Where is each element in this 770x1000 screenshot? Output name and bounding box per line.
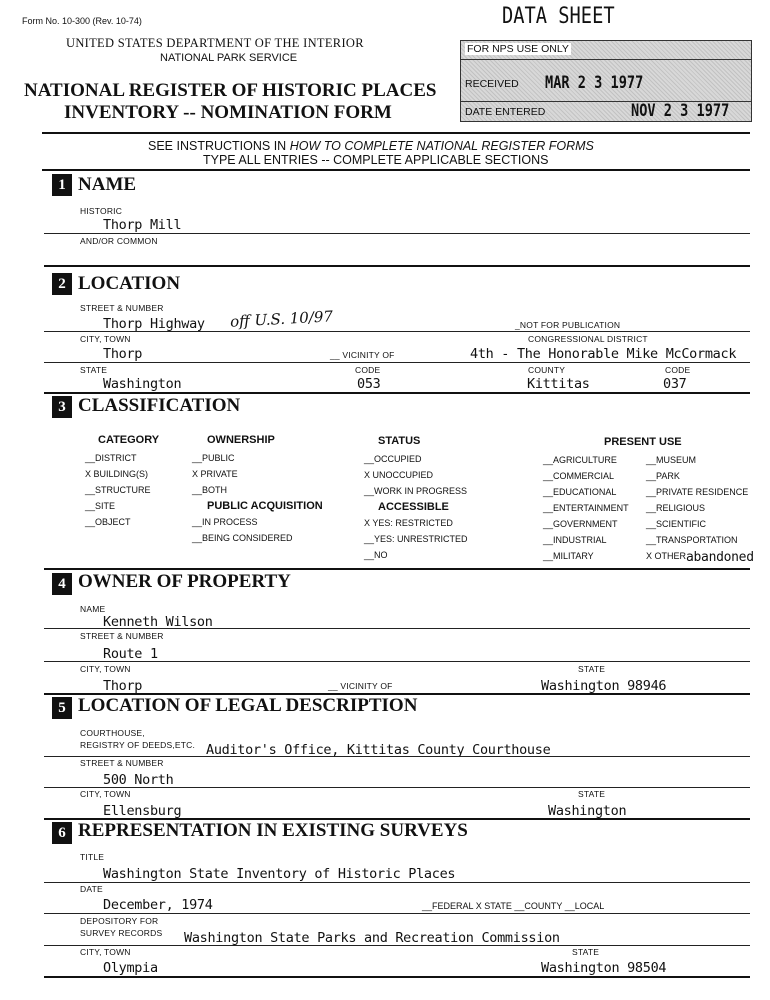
historic-value: Thorp Mill: [103, 217, 182, 233]
section-title-legal-description: LOCATION OF LEGAL DESCRIPTION: [78, 695, 418, 716]
section-title-classification: CLASSIFICATION: [78, 395, 241, 416]
form-title-line1: NATIONAL REGISTER OF HISTORIC PLACES: [24, 80, 437, 101]
code-value: 053: [357, 376, 381, 392]
use-religious: __RELIGIOUS: [646, 503, 706, 513]
nps-use-label: FOR NPS USE ONLY: [467, 43, 569, 55]
survey-city-value: Olympia: [103, 960, 158, 976]
state-label: STATE: [80, 365, 108, 375]
agency-name: UNITED STATES DEPARTMENT OF THE INTERIOR: [66, 36, 364, 50]
congressional-label: CONGRESSIONAL DISTRICT: [528, 334, 648, 344]
accessible-no: __NO: [364, 550, 388, 560]
category-heading: CATEGORY: [98, 434, 160, 446]
common-label: AND/OR COMMON: [80, 236, 158, 246]
category-object: __OBJECT: [85, 517, 131, 527]
date-entered-label: DATE ENTERED: [465, 106, 546, 118]
use-museum: __MUSEUM: [646, 455, 697, 465]
acquisition-being-considered: __BEING CONSIDERED: [192, 533, 293, 543]
state-value: Washington: [103, 376, 182, 392]
owner-state-label: STATE: [578, 664, 606, 674]
status-occupied: __OCCUPIED: [364, 454, 422, 464]
category-district: __DISTRICT: [85, 453, 137, 463]
nps-use-box: [460, 40, 752, 122]
county-label: COUNTY: [528, 365, 566, 375]
category-structure: __STRUCTURE: [85, 485, 151, 495]
survey-date-value: December, 1974: [103, 897, 213, 913]
instructions-line2: TYPE ALL ENTRIES -- COMPLETE APPLICABLE SECTIONS: [203, 153, 549, 167]
congressional-value: 4th - The Honorable Mike McCormack: [470, 346, 737, 362]
depository-label-1: DEPOSITORY FOR: [80, 916, 159, 926]
data-sheet-stamp: DATA SHEET: [502, 4, 615, 29]
survey-state-value: Washington 98504: [541, 960, 667, 976]
survey-state-label: STATE: [572, 947, 600, 957]
legal-city-label: CITY, TOWN: [80, 789, 131, 799]
use-transportation: __TRANSPORTATION: [646, 535, 738, 545]
accessible-unrestricted: __YES: UNRESTRICTED: [364, 534, 468, 544]
form-title-line2: INVENTORY -- NOMINATION FORM: [64, 102, 392, 123]
city-value: Thorp: [103, 346, 143, 362]
section-title-owner: OWNER OF PROPERTY: [78, 571, 291, 592]
legal-city-value: Ellensburg: [103, 803, 182, 819]
legal-state-value: Washington: [548, 803, 627, 819]
registry-label: REGISTRY OF DEEDS,ETC.: [80, 740, 196, 750]
owner-city-value: Thorp: [103, 678, 143, 694]
use-educational: __EDUCATIONAL: [543, 487, 617, 497]
category-buildings: X BUILDING(S): [85, 469, 149, 479]
survey-city-label: CITY, TOWN: [80, 947, 131, 957]
ownership-both: __BOTH: [192, 485, 228, 495]
county-code-value: 037: [663, 376, 687, 392]
section-number: 2: [52, 273, 72, 295]
owner-street-value: Route 1: [103, 646, 158, 662]
received-date: MAR 2 3 1977: [545, 73, 644, 93]
street-handwritten-note: off U.S. 10/97: [229, 307, 334, 331]
survey-title-label: TITLE: [80, 852, 105, 862]
use-industrial: __INDUSTRIAL: [543, 535, 607, 545]
section-number: 4: [52, 573, 72, 595]
legal-state-label: STATE: [578, 789, 606, 799]
use-other-value: abandoned: [686, 550, 754, 565]
use-government: __GOVERNMENT: [543, 519, 618, 529]
section-title-name: NAME: [78, 174, 137, 195]
received-label: RECEIVED: [465, 78, 519, 90]
use-scientific: __SCIENTIFIC: [646, 519, 707, 529]
county-code-label: CODE: [665, 365, 691, 375]
status-heading: STATUS: [378, 435, 421, 447]
category-site: __SITE: [85, 501, 116, 511]
owner-street-label: STREET & NUMBER: [80, 631, 164, 641]
historic-label: HISTORIC: [80, 206, 123, 216]
owner-vicinity-label: __ VICINITY OF: [328, 681, 393, 691]
use-commercial: __COMMERCIAL: [543, 471, 615, 481]
status-work-in-progress: __WORK IN PROGRESS: [364, 486, 468, 496]
section-number: 1: [52, 174, 72, 196]
acquisition-in-process: __IN PROCESS: [192, 517, 258, 527]
section-number: 5: [52, 697, 72, 719]
instructions-line1: SEE INSTRUCTIONS IN HOW TO COMPLETE NATIONAL REGISTER FORMS: [148, 139, 594, 153]
survey-title-value: Washington State Inventory of Historic Places: [103, 866, 456, 882]
owner-name-label: NAME: [80, 604, 106, 614]
ownership-private: X PRIVATE: [192, 469, 238, 479]
courthouse-label: COURTHOUSE,: [80, 728, 145, 738]
use-private-residence: __PRIVATE RESIDENCE: [646, 487, 749, 497]
accessible-heading: ACCESSIBLE: [378, 501, 449, 513]
section-number: 3: [52, 396, 72, 418]
survey-date-label: DATE: [80, 884, 103, 894]
survey-levels: __FEDERAL X STATE __COUNTY __LOCAL: [422, 901, 605, 911]
depository-value: Washington State Parks and Recreation Commission: [184, 930, 560, 946]
depository-label-2: SURVEY RECORDS: [80, 928, 163, 938]
ownership-public: __PUBLIC: [192, 453, 235, 463]
date-entered-value: NOV 2 3 1977: [631, 101, 730, 121]
present-use-heading: PRESENT USE: [604, 436, 682, 448]
use-military: __MILITARY: [543, 551, 594, 561]
use-other: X OTHER: [646, 551, 687, 561]
city-label: CITY, TOWN: [80, 334, 131, 344]
legal-street-value: 500 North: [103, 772, 174, 788]
courthouse-value: Auditor's Office, Kittitas County Courthouse: [206, 742, 551, 758]
section-title-surveys: REPRESENTATION IN EXISTING SURVEYS: [78, 820, 468, 841]
public-acquisition-heading: PUBLIC ACQUISITION: [207, 500, 323, 512]
street-label: STREET & NUMBER: [80, 303, 164, 313]
owner-city-label: CITY, TOWN: [80, 664, 131, 674]
county-value: Kittitas: [527, 376, 590, 392]
accessible-restricted: X YES: RESTRICTED: [364, 518, 453, 528]
service-name: NATIONAL PARK SERVICE: [160, 52, 298, 64]
status-unoccupied: X UNOCCUPIED: [364, 470, 434, 480]
not-for-publication: _NOT FOR PUBLICATION: [515, 320, 621, 330]
owner-state-value: Washington 98946: [541, 678, 667, 694]
street-value: Thorp Highway: [103, 316, 205, 332]
section-number: 6: [52, 822, 72, 844]
owner-name-value: Kenneth Wilson: [103, 614, 213, 630]
use-park: __PARK: [646, 471, 680, 481]
code-label: CODE: [355, 365, 381, 375]
legal-street-label: STREET & NUMBER: [80, 758, 164, 768]
use-agriculture: __AGRICULTURE: [543, 455, 617, 465]
vicinity-label: __ VICINITY OF: [330, 350, 395, 360]
form-number: Form No. 10-300 (Rev. 10-74): [22, 16, 142, 26]
use-entertainment: __ENTERTAINMENT: [543, 503, 629, 513]
section-title-location: LOCATION: [78, 273, 181, 294]
ownership-heading: OWNERSHIP: [207, 434, 275, 446]
